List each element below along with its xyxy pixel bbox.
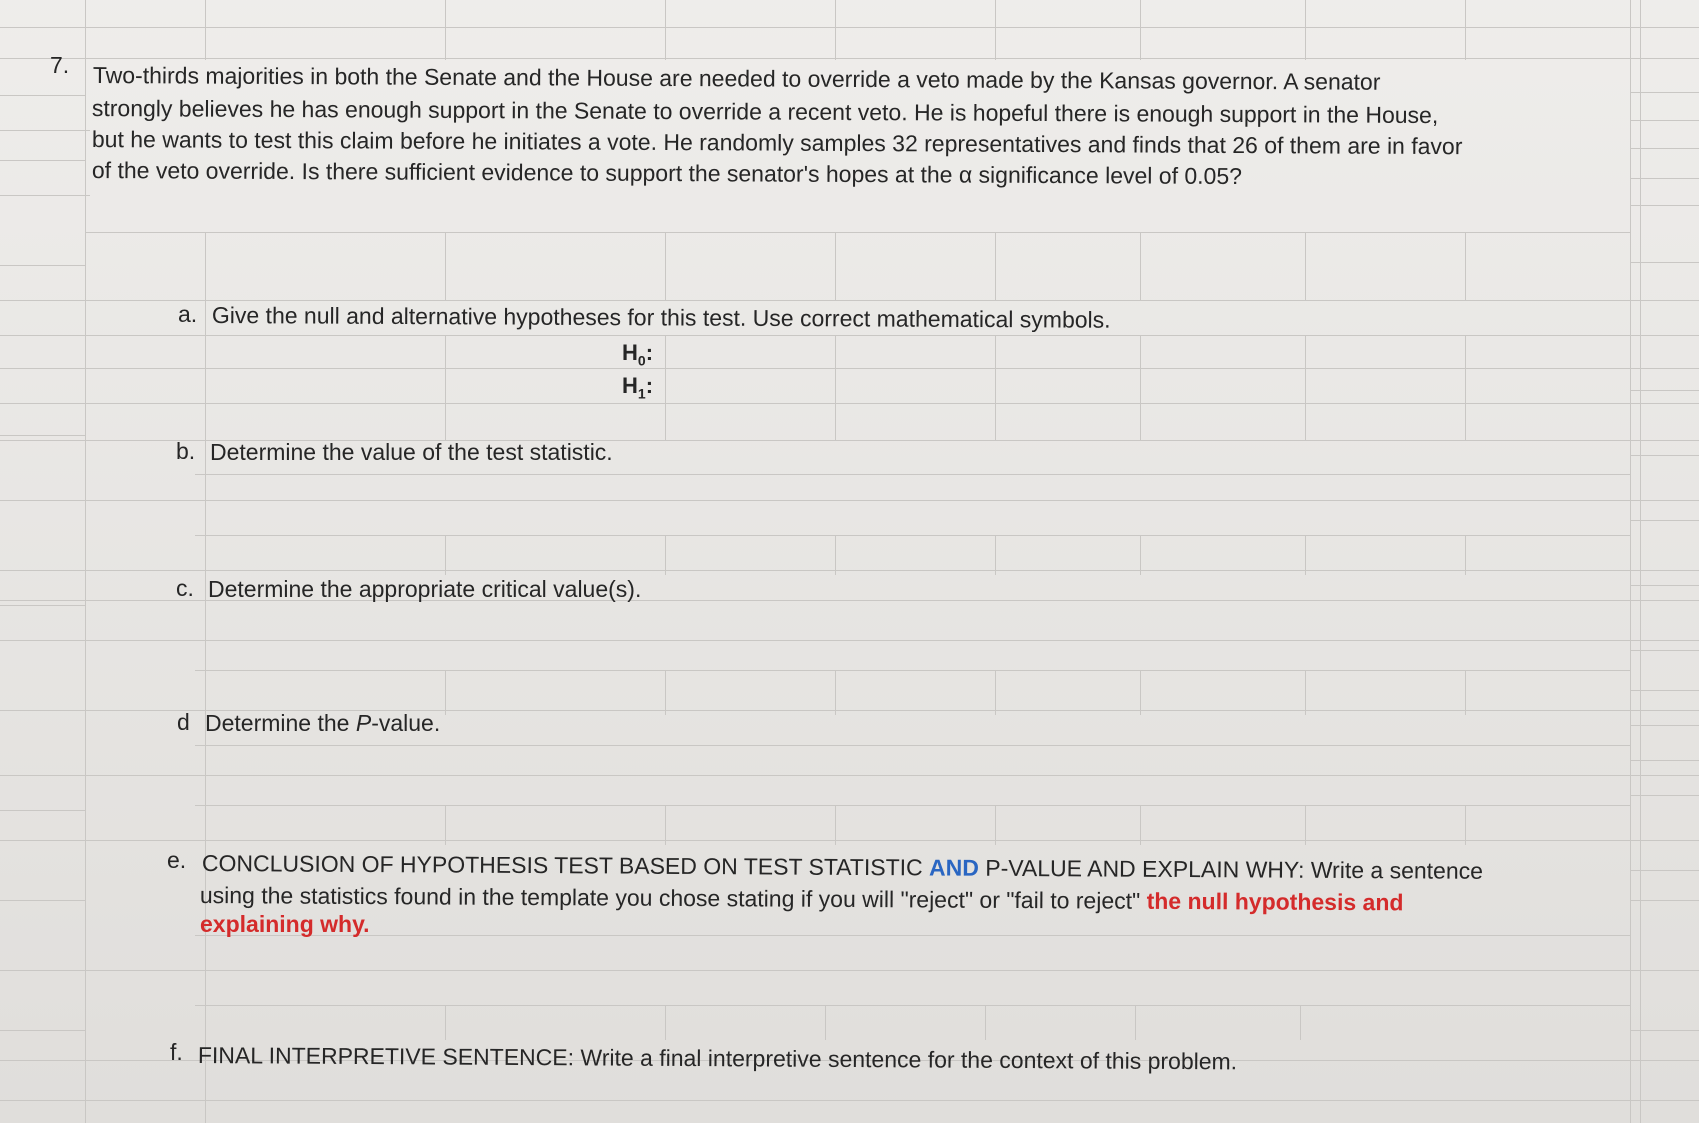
grid-row-line bbox=[195, 745, 1630, 746]
grid-column-line bbox=[1465, 535, 1466, 575]
grid-row-line bbox=[0, 265, 85, 266]
grid-row-line bbox=[0, 1100, 1699, 1101]
grid-column-line bbox=[665, 805, 666, 845]
grid-column-line bbox=[1640, 0, 1641, 1123]
grid-column-line bbox=[1140, 335, 1141, 440]
question-number: 7. bbox=[50, 52, 70, 78]
question-line-2: strongly believes he has enough support in the Senate to override a recent veto. He is hopeful there is enough support in the House, bbox=[91, 94, 1439, 129]
grid-column-line bbox=[835, 232, 836, 300]
grid-row-line bbox=[0, 58, 1699, 59]
grid-column-line bbox=[1630, 0, 1631, 1123]
part-e-label: e. bbox=[167, 847, 187, 873]
grid-row-line bbox=[0, 368, 1699, 369]
grid-column-line bbox=[1140, 670, 1141, 715]
grid-column-line bbox=[1465, 0, 1466, 60]
part-e-line-2: using the statistics found in the template you chose stating if you will "reject" or "fail to reject" the null hypothesis and bbox=[199, 881, 1404, 916]
grid-column-line bbox=[835, 335, 836, 440]
grid-row-line bbox=[0, 840, 1699, 841]
grid-row-line bbox=[85, 232, 1630, 233]
grid-column-line bbox=[825, 1005, 826, 1040]
grid-column-line bbox=[995, 232, 996, 300]
grid-column-line bbox=[665, 0, 666, 60]
grid-column-line bbox=[835, 0, 836, 60]
part-f-label: f. bbox=[170, 1039, 183, 1065]
grid-column-line bbox=[445, 1005, 446, 1040]
grid-column-line bbox=[1465, 670, 1466, 715]
part-e-line-1: CONCLUSION OF HYPOTHESIS TEST BASED ON TEST STATISTIC AND P-VALUE AND EXPLAIN WHY: Write a sentence bbox=[201, 849, 1484, 884]
grid-column-line bbox=[835, 535, 836, 575]
grid-row-line bbox=[0, 403, 1699, 404]
null-hypothesis-label: $H_0$: bbox=[622, 340, 654, 369]
grid-column-line bbox=[1305, 670, 1306, 715]
part-a-label: a. bbox=[178, 301, 198, 327]
grid-column-line bbox=[1140, 805, 1141, 845]
grid-column-line bbox=[1140, 232, 1141, 300]
grid-row-line bbox=[0, 970, 1699, 971]
grid-row-line bbox=[0, 335, 1699, 336]
part-a-text: Give the null and alternative hypotheses for this test. Use correct mathematical symbols. bbox=[211, 301, 1111, 333]
question-line-3: but he wants to test this claim before he initiates a vote. He randomly samples 32 representatives and finds that 26 of them are in favor bbox=[91, 125, 1463, 160]
grid-column-line bbox=[1465, 805, 1466, 845]
question-line-4: of the veto override. Is there sufficient evidence to support the senator's hopes at the α significance level of 0.05? bbox=[91, 156, 1243, 190]
grid-row-line bbox=[195, 805, 1630, 806]
grid-column-line bbox=[1305, 232, 1306, 300]
grid-column-line bbox=[665, 335, 666, 440]
grid-row-line bbox=[0, 500, 1699, 501]
part-d-text: Determine the P-value. bbox=[205, 710, 441, 736]
grid-row-line bbox=[195, 1005, 1630, 1006]
grid-row-line bbox=[195, 535, 1630, 536]
grid-column-line bbox=[445, 670, 446, 715]
grid-column-line bbox=[1305, 805, 1306, 845]
grid-column-line bbox=[445, 0, 446, 60]
grid-row-line bbox=[195, 474, 1630, 475]
grid-row-line bbox=[0, 1030, 85, 1031]
part-b-label: b. bbox=[176, 438, 196, 464]
grid-column-line bbox=[665, 670, 666, 715]
grid-column-line bbox=[445, 232, 446, 300]
grid-column-line bbox=[1305, 0, 1306, 60]
grid-column-line bbox=[995, 535, 996, 575]
grid-column-line bbox=[1135, 1005, 1136, 1040]
grid-row-line bbox=[0, 27, 1699, 28]
part-c-text: Determine the appropriate critical value(s). bbox=[208, 576, 642, 602]
grid-row-line bbox=[0, 570, 1699, 571]
grid-column-line bbox=[1465, 232, 1466, 300]
grid-column-line bbox=[1305, 535, 1306, 575]
grid-row-line bbox=[0, 605, 85, 606]
part-e-line-3: explaining why. bbox=[200, 911, 370, 937]
grid-column-line bbox=[665, 535, 666, 575]
grid-column-line bbox=[1140, 535, 1141, 575]
grid-column-line bbox=[445, 535, 446, 575]
grid-column-line bbox=[665, 1005, 666, 1040]
part-f-text: FINAL INTERPRETIVE SENTENCE: Write a final interpretive sentence for the context of this problem. bbox=[197, 1042, 1238, 1075]
part-b-text: Determine the value of the test statistic. bbox=[210, 439, 613, 465]
grid-column-line bbox=[995, 335, 996, 440]
grid-row-line bbox=[0, 640, 1699, 641]
grid-column-line bbox=[995, 0, 996, 60]
grid-column-line bbox=[1465, 335, 1466, 440]
part-c-label: c. bbox=[176, 575, 194, 601]
grid-row-line bbox=[0, 130, 90, 131]
grid-column-line bbox=[205, 0, 206, 60]
question-line-1: Two-thirds majorities in both the Senate and the House are needed to override a veto made by the Kansas governor. A senator bbox=[92, 61, 1381, 95]
grid-row-line bbox=[195, 935, 1630, 936]
grid-row-line bbox=[0, 435, 85, 436]
grid-column-line bbox=[1305, 335, 1306, 440]
grid-column-line bbox=[835, 805, 836, 845]
grid-row-line bbox=[0, 160, 85, 161]
grid-row-line bbox=[0, 810, 85, 811]
alternative-hypothesis-label: $H_1$: bbox=[622, 373, 654, 402]
grid-row-line bbox=[0, 900, 85, 901]
grid-column-line bbox=[995, 670, 996, 715]
grid-row-line bbox=[0, 775, 1699, 776]
part-d-label: d bbox=[177, 709, 190, 735]
grid-column-line bbox=[1300, 1005, 1301, 1040]
grid-column-line bbox=[1140, 0, 1141, 60]
grid-column-line bbox=[445, 805, 446, 845]
grid-column-line bbox=[665, 232, 666, 300]
grid-column-line bbox=[985, 1005, 986, 1040]
grid-column-line bbox=[205, 232, 206, 300]
grid-row-line bbox=[0, 95, 85, 96]
grid-row-line bbox=[0, 195, 90, 196]
grid-column-line bbox=[85, 0, 86, 1123]
grid-column-line bbox=[995, 805, 996, 845]
grid-row-line bbox=[195, 670, 1630, 671]
grid-column-line bbox=[835, 670, 836, 715]
grid-column-line bbox=[445, 335, 446, 440]
